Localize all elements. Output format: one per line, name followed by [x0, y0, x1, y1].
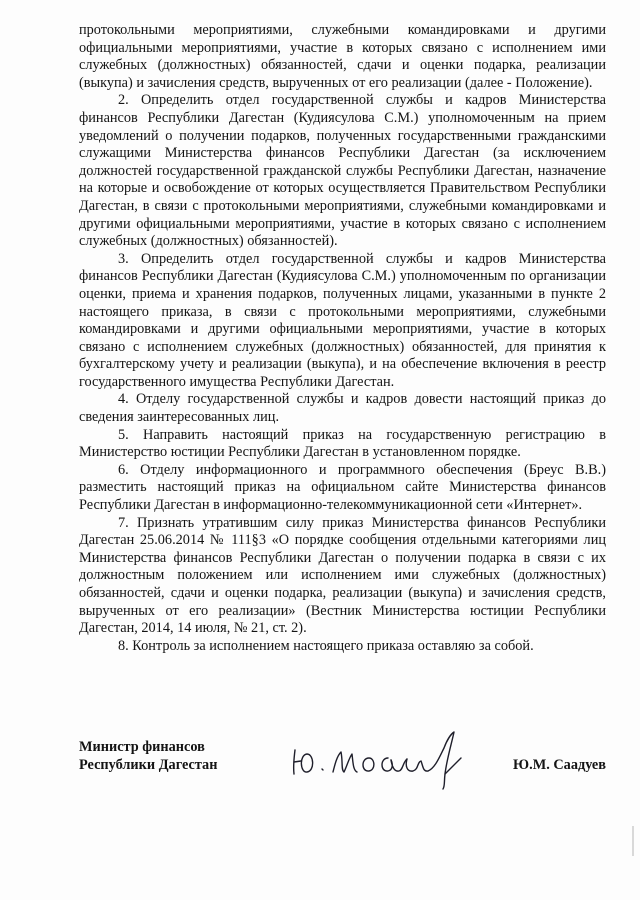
- signature-block: [79, 728, 606, 796]
- paragraph-item-2: 2. Определить отдел государственной службы и кадров Министерства финансов Республики Дагестан (Кудиясулова С.М.) уполномоченным на прием уведомлений о получении подарков, полученных государственными гражданскими служащими Министерства финансов Республики Дагестан (за исключением должностей государственной гражданской службы Республики Дагестан, назначение на которые и освобождение от которых осуществляется Правительством Республики Дагестан, в связи с протокольными мероприятиями, служебными командировками и другими официальными мероприятиями, участие в которых связано с исполнением служебных (должностных) обязанностей).: [79, 92, 606, 250]
- signatory-title: [79, 738, 217, 774]
- paragraph-item-4: 4. Отделу государственной службы и кадров довести настоящий приказ до сведения заинтересованных лиц.: [79, 391, 606, 426]
- paragraph-item-8: 8. Контроль за исполнением настоящего приказа оставляю за собой.: [118, 637, 534, 654]
- signatory-name: Ю.М. Саадуев: [513, 757, 606, 773]
- signatory-title-line-1: Министр финансов: [79, 739, 205, 755]
- paragraph-item-6: 6. Отделу информационного и программного обеспечения (Бреус В.В.) разместить настоящий приказ на официальном сайте Министерства финансов Республики Дагестан в информационно-телекоммуникационной сети «Интернет».: [79, 461, 606, 514]
- scan-edge-mark: [632, 826, 634, 856]
- paragraph-item-3: 3. Определить отдел государственной службы и кадров Министерства финансов Республики Дагестан (Кудиясулова С.М.) уполномоченным по организации оценки, приема и хранения подарков, полученных лицами, указанными в пункте 2 настоящего приказа, в связи с протокольными мероприятиями, служебными командировками и другими официальными мероприятиями, участие в которых связано с исполнением служебных (должностных) обязанностей, для принятия к бухгалтерскому учету и реализации (выкупа), и на обеспечение включения в реестр государственного имущества Республики Дагестан.: [79, 250, 606, 390]
- handwritten-signature-text: Ю. Ибоаль: [289, 728, 294, 729]
- signatory-title-line-2: Республики Дагестан: [79, 757, 218, 773]
- handwritten-signature: [289, 728, 499, 790]
- document-body: [79, 22, 606, 655]
- paragraph-continuation: протокольными мероприятиями, служебными командировками и другими официальными мероприятиями, участие в которых связано с исполнением ими служебных (должностных) обязанностей, сдачи и оценки подарка, реализации (выкупа) и зачисления средств, вырученных от его реализации (далее - Положение).: [79, 22, 606, 91]
- paragraph-item-7: 7. Признать утратившим силу приказ Министерства финансов Республики Дагестан 25.06.2014 № 111§3 «О порядке сообщения отдельными категориями лиц Министерства финансов Республики Дагестан о получении подарка в связи с их должностным положением или исполнением ими служебных (должностных) обязанностей, сдачи и оценки подарка, реализации (выкупа) и зачисления средств, вырученных от его реализации» (Вестник Министерства юстиции Республики Дагестан, 2014, 14 июля, № 21, ст. 2).: [79, 514, 606, 637]
- paragraph-item-5: 5. Направить настоящий приказ на государственную регистрацию в Министерство юстиции Республики Дагестан в установленном порядке.: [79, 426, 606, 461]
